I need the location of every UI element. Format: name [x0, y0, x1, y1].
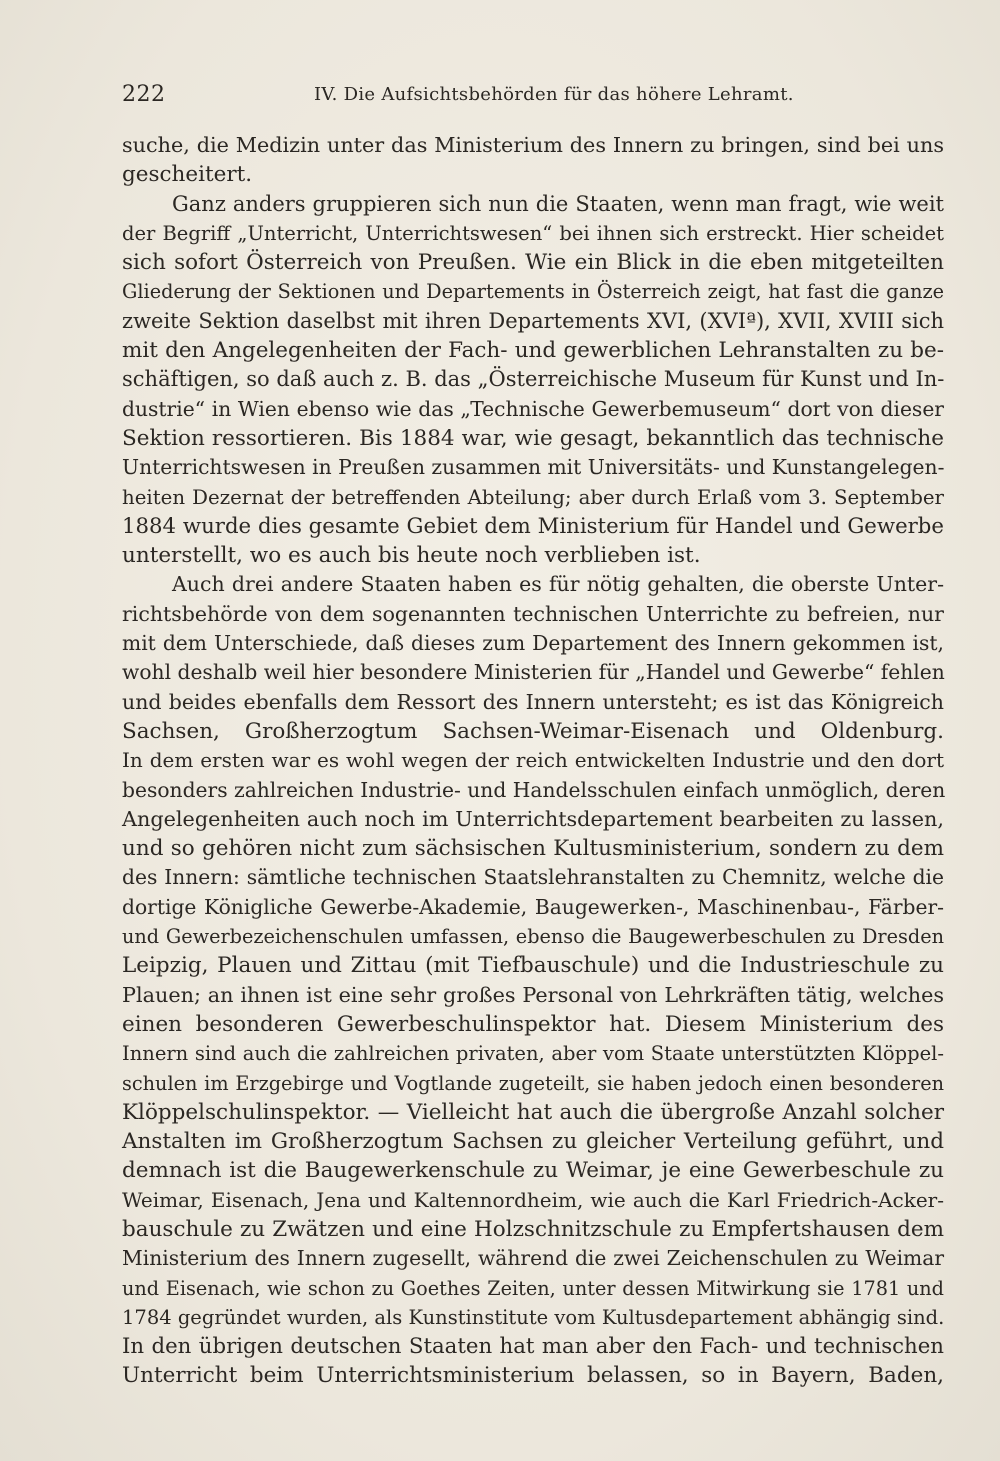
body-text	[122, 131, 944, 1391]
running-title: IV. Die Aufsichtsbehörden für das höhere Lehramt.	[314, 84, 794, 105]
text-line: Leipzig, Plauen und Zittau (mit Tiefbauschule) und die Industrieschule zu	[122, 953, 944, 979]
text-line: und so gehören nicht zum sächsischen Kultusministerium, sondern zu dem	[122, 836, 944, 862]
text-line: Ganz anders gruppieren sich nun die Staaten, wenn man fragt, wie weit	[172, 191, 944, 216]
text-line: Anstalten im Großherzogtum Sachsen zu gleicher Verteilung geführt, und	[122, 1129, 944, 1155]
text-line: In den übrigen deutschen Staaten hat man aber den Fach- und technischen	[122, 1334, 944, 1360]
text-line: schäftigen, so daß auch z. B. das „Österreichische Museum für Kunst und In-	[122, 367, 945, 392]
text-line: Unterrichtswesen in Preußen zusammen mit Universitäts- und Kunstangelegen-	[122, 455, 945, 480]
text-line: mit den Angelegenheiten der Fach- und gewerblichen Lehranstalten zu be-	[122, 338, 944, 364]
text-line: der Begriff „Unterricht, Unterrichtswesen“ bei ihnen sich erstreckt. Hier scheidet	[122, 221, 944, 245]
text-line: wohl deshalb weil hier besondere Ministerien für „Handel und Gewerbe“ fehlen	[122, 660, 945, 685]
text-line: und Gewerbezeichenschulen umfassen, ebenso die Baugewerbeschulen zu Dresden	[122, 925, 944, 949]
text-line: demnach ist die Baugewerkenschule zu Weimar, je eine Gewerbeschule zu	[122, 1158, 944, 1184]
page-header	[122, 82, 944, 114]
text-line: Auch drei andere Staaten haben es für nötig gehalten, die oberste Unter-	[172, 572, 944, 597]
text-line: und Eisenach, wie schon zu Goethes Zeiten, unter dessen Mitwirkung sie 1781 und	[122, 1276, 944, 1300]
text-line: Innern sind auch die zahlreichen privaten, aber vom Staate unterstützten Klöppel-	[122, 1042, 944, 1066]
text-line: schulen im Erzgebirge und Vogtlande zugeteilt, sie haben jedoch einen besonderen	[122, 1071, 944, 1095]
text-line: Klöppelschulinspektor. — Vielleicht hat auch die übergroße Anzahl solcher	[122, 1099, 944, 1125]
text-line: dustrie“ in Wien ebenso wie das „Technische Gewerbemuseum“ dort von dieser	[122, 396, 944, 421]
text-line: einen besonderen Gewerbeschulinspektor hat. Diesem Ministerium des	[122, 1011, 944, 1037]
text-line: 1884 wurde dies gesamte Gebiet dem Ministerium für Handel und Gewerbe	[122, 513, 944, 539]
text-line: mit dem Unterschiede, daß dieses zum Departement des Innern gekommen ist,	[122, 631, 944, 656]
text-line: richtsbehörde von dem sogenannten technischen Unterrichte zu befreien, nur	[122, 601, 944, 626]
text-line: Gliederung der Sektionen und Departements in Österreich zeigt, hat fast die ganze	[122, 280, 944, 304]
text-line: suche, die Medizin unter das Ministerium des Innern zu bringen, sind bei uns	[122, 133, 944, 157]
text-line: Sachsen, Großherzogtum Sachsen-Weimar-Eisenach und Oldenburg.	[122, 718, 944, 744]
text-line: heiten Dezernat der betreffenden Abteilung; aber durch Erlaß vom 3. September	[122, 485, 944, 509]
text-line: des Innern: sämtliche technischen Staatslehranstalten zu Chemnitz, welche die	[122, 865, 944, 890]
text-line: unterstellt, wo es auch bis heute noch verblieben ist.	[122, 543, 701, 569]
text-line: Angelegenheiten auch noch im Unterrichtsdepartement bearbeiten zu lassen,	[122, 806, 944, 831]
text-line: gescheitert.	[122, 162, 253, 188]
text-line: Ministerium des Innern zugesellt, während die zwei Zeichenschulen zu Weimar	[122, 1246, 944, 1271]
text-line: zweite Sektion daselbst mit ihren Departements XVI, (XVIª), XVII, XVIII sich	[122, 308, 944, 333]
text-line: bauschule zu Zwätzen und eine Holzschnitzschule zu Empfertshausen dem	[122, 1216, 944, 1242]
text-line: Plauen; an ihnen ist eine sehr großes Personal von Lehrkräften tätig, welches	[122, 982, 944, 1007]
text-line: und beides ebenfalls dem Ressort des Innern untersteht; es ist das Königreich	[122, 689, 944, 714]
text-line: Sektion ressortieren. Bis 1884 war, wie gesagt, bekanntlich das technische	[122, 425, 944, 451]
text-line: Weimar, Eisenach, Jena und Kaltennordheim, wie auch die Karl Friedrich-Acker-	[122, 1187, 944, 1212]
text-line: Unterricht beim Unterrichtsministerium belassen, so in Bayern, Baden,	[122, 1363, 944, 1389]
text-line: sich sofort Österreich von Preußen. Wie ein Blick in die eben mitgeteilten	[122, 250, 944, 276]
text-line: 1784 gegründet wurden, als Kunstinstitute vom Kultusdepartement abhängig sind.	[122, 1305, 945, 1329]
text-line: In dem ersten war es wohl wegen der reich entwickelten Industrie und den dort	[122, 748, 944, 773]
text-line: dortige Königliche Gewerbe-Akademie, Baugewerken-, Maschinenbau-, Färber-	[122, 894, 944, 919]
text-line: besonders zahlreichen Industrie- und Handelsschulen einfach unmöglich, deren	[122, 777, 946, 802]
page-number: 222	[122, 82, 166, 107]
